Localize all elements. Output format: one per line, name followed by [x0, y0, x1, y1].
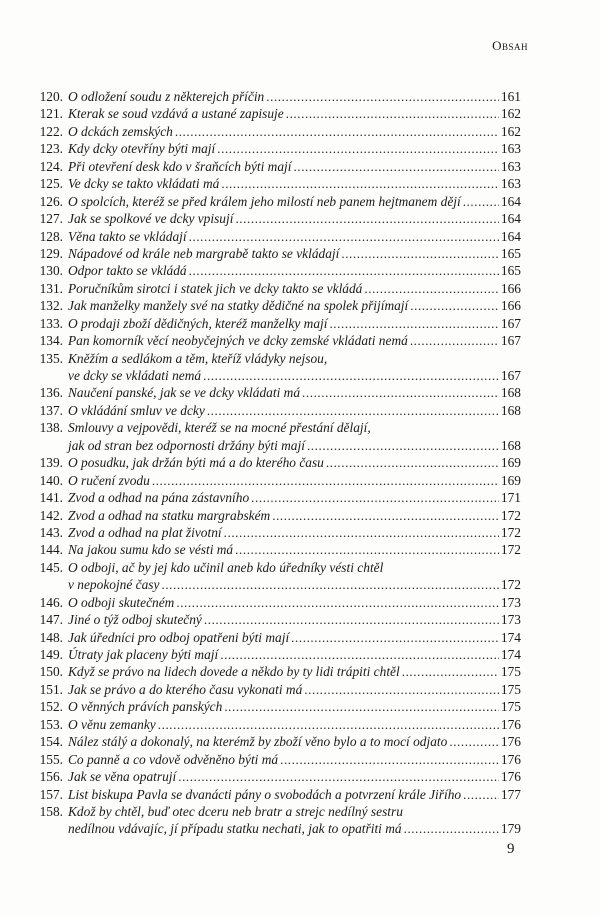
entry-page: 175 — [500, 681, 521, 697]
entry-number: 123. — [39, 141, 63, 157]
toc-entry — [20, 559, 521, 594]
entry-page: 172 — [500, 577, 521, 593]
entry-page: 176 — [500, 734, 521, 750]
entry-title: O dckách zemských — [68, 123, 173, 139]
entry-number: 147. — [39, 612, 63, 628]
entry-title: Odpor takto se vkládá — [68, 263, 187, 279]
dot-leader — [220, 646, 499, 663]
entry-number: 149. — [39, 647, 63, 662]
entry-page: 162 — [500, 106, 521, 122]
entry-number: 145. — [39, 559, 63, 575]
entry-title: Věna takto se vkládají — [68, 228, 187, 244]
dot-leader — [294, 158, 499, 175]
dot-leader — [286, 105, 499, 122]
toc-line — [20, 105, 521, 122]
dot-leader — [224, 524, 499, 541]
entry-title: Jak se věna opatrují — [68, 769, 177, 785]
entry-number: 137. — [39, 402, 63, 418]
entry-title: Zvod a odhad na plat životní — [68, 524, 222, 540]
dot-leader — [161, 576, 498, 593]
toc-entry — [20, 663, 521, 680]
running-header: Obsah — [492, 38, 528, 53]
entry-page: 169 — [500, 472, 521, 488]
entry-title: Když se právo na lidech dovede a někdo by ty lidi trápiti chtěl — [68, 664, 400, 680]
entry-page: 163 — [500, 176, 521, 192]
entry-title: nedílnou vdávajíc, jí případu statku nechati, jak to opatřiti má — [68, 821, 402, 837]
toc-line — [20, 629, 521, 646]
dot-leader — [175, 123, 499, 140]
toc-line — [20, 384, 521, 401]
entry-page: 175 — [500, 664, 521, 680]
entry-title: Zvod a odhad na pána zástavního — [68, 490, 250, 506]
toc-line — [20, 123, 521, 140]
dot-leader — [235, 210, 498, 227]
entry-title: Poručníkům sirotci i statek jich ve dcky takto se vkládá — [68, 280, 363, 296]
entry-number: 156. — [39, 769, 63, 785]
entry-page: 162 — [500, 123, 521, 139]
toc-line — [20, 88, 521, 105]
dot-leader — [189, 228, 499, 245]
entry-page: 168 — [500, 437, 521, 453]
entry-title: jak od stran bez odpornosti držány býti mají — [68, 437, 305, 453]
toc-line — [20, 350, 521, 367]
dot-leader — [204, 611, 499, 628]
dot-leader — [410, 297, 499, 314]
toc-entry — [20, 210, 521, 227]
entry-number: 124. — [39, 158, 63, 174]
entry-title: Kdož by chtěl, buď otec dceru neb bratr a strejc nedílný sestru — [68, 803, 403, 819]
toc-entry — [20, 262, 521, 279]
entry-title: O prodaji zboží dědičných, kteréž manželky mají — [68, 315, 328, 331]
entry-page: 161 — [500, 89, 521, 104]
toc-line — [20, 820, 521, 837]
toc-line — [20, 576, 521, 593]
dot-leader — [404, 820, 499, 837]
entry-page: 174 — [500, 629, 521, 645]
toc-entry — [20, 472, 521, 489]
entry-number: 133. — [39, 315, 63, 331]
toc-line — [20, 262, 521, 279]
entry-page: 165 — [500, 245, 521, 261]
entry-title: Kterak se soud vzdává a ustané zapisuje — [68, 106, 284, 122]
toc-entry — [20, 751, 521, 768]
dot-leader — [304, 681, 499, 698]
entry-title: Jak manželky manžely své na statky dědičné na spolek přijímají — [68, 298, 409, 314]
page-number: 9 — [507, 841, 515, 857]
toc-entry — [20, 698, 521, 715]
toc-entry — [20, 454, 521, 471]
toc-entry — [20, 611, 521, 628]
entry-number: 130. — [39, 263, 63, 279]
entry-number: 151. — [39, 681, 63, 697]
dot-leader — [307, 437, 499, 454]
dot-leader — [266, 88, 499, 105]
entry-page: 163 — [500, 158, 521, 174]
entry-page: 167 — [500, 368, 521, 383]
toc-line — [20, 786, 521, 803]
toc-line — [20, 611, 521, 628]
toc-line — [20, 489, 521, 506]
dot-leader — [364, 280, 499, 297]
entry-title: O odboji, ač by jej kdo učinil aneb kdo úředníky vésti chtěl — [68, 559, 384, 575]
entry-title: Smlouvy a vejpovědi, kteréž se na mocné přestání dělají, — [68, 420, 371, 436]
toc-entry — [20, 297, 521, 314]
entry-number: 127. — [39, 211, 63, 227]
toc-line — [20, 698, 521, 715]
dot-leader — [207, 402, 499, 419]
entry-number: 150. — [39, 664, 63, 680]
dot-leader — [291, 629, 499, 646]
entry-page: 172 — [500, 524, 521, 540]
entry-page: 177 — [500, 786, 521, 802]
entry-page: 173 — [500, 612, 521, 628]
entry-title: O věnu zemanky — [68, 716, 156, 732]
toc-entry — [20, 158, 521, 175]
entry-title: O posudku, jak držán býti má a do kterého času — [68, 455, 324, 471]
toc-line — [20, 280, 521, 297]
dot-leader — [176, 594, 499, 611]
entry-title: O ručení zvodu — [68, 472, 150, 488]
toc-entry — [20, 507, 521, 524]
dot-leader — [463, 786, 499, 803]
entry-page: 166 — [500, 280, 521, 296]
entry-number: 152. — [39, 699, 63, 715]
entry-page: 176 — [500, 751, 521, 767]
entry-title: Naučení panské, jak se ve dcky vkládati má — [68, 385, 301, 401]
entry-title: Pan komorník věcí neobyčejných ve dcky zemské vkládati nemá — [68, 333, 408, 349]
toc-entry — [20, 88, 521, 105]
toc-line — [20, 437, 521, 454]
toc-line — [20, 332, 521, 349]
toc-entry — [20, 332, 521, 349]
toc-entry — [20, 768, 521, 785]
toc-line — [20, 454, 521, 471]
entry-number: 139. — [39, 455, 63, 471]
dot-leader — [329, 315, 498, 332]
entry-title: Nález stálý a dokonalý, na kterémž by zboží věno bylo a to mocí odjato — [68, 734, 448, 750]
entry-number: 126. — [39, 193, 63, 209]
entry-number: 157. — [39, 786, 63, 802]
dot-leader — [189, 262, 499, 279]
entry-page: 168 — [500, 402, 521, 418]
toc-line — [20, 367, 521, 384]
entry-title: Co panně a co vdově odvěněno býti má — [68, 751, 279, 767]
toc-line — [20, 681, 521, 698]
toc-entry — [20, 140, 521, 157]
entry-title: O odboji skutečném — [68, 594, 175, 610]
entry-number: 136. — [39, 385, 63, 401]
toc-entry — [20, 489, 521, 506]
toc-line — [20, 193, 521, 210]
toc-line — [20, 297, 521, 314]
dot-leader — [341, 245, 499, 262]
entry-number: 155. — [39, 751, 63, 767]
entry-number: 138. — [39, 420, 63, 436]
entry-title: O věnných právích panských — [68, 699, 223, 715]
toc-entry — [20, 105, 521, 122]
toc-entry — [20, 228, 521, 245]
entry-page: 167 — [500, 315, 521, 331]
toc-line — [20, 541, 521, 558]
entry-title: Jak se spolkové ve dcky vpisují — [68, 211, 234, 227]
toc-entry — [20, 629, 521, 646]
toc-entry — [20, 681, 521, 698]
dot-leader — [326, 454, 499, 471]
entry-page: 163 — [500, 141, 521, 157]
toc-line — [20, 175, 521, 192]
toc-entry — [20, 280, 521, 297]
dot-leader — [449, 733, 499, 750]
entry-page: 174 — [500, 647, 521, 662]
toc-line — [20, 507, 521, 524]
toc-line — [20, 716, 521, 733]
toc-line — [20, 803, 521, 820]
entry-title: O spolcích, kteréž se před králem jeho milostí neb panem hejtmanem dějí — [68, 193, 461, 209]
toc-entry — [20, 384, 521, 401]
entry-number: 134. — [39, 333, 63, 349]
dot-leader — [152, 472, 499, 489]
entry-title: Na jakou sumu kdo se vésti má — [68, 542, 234, 558]
entry-page: 171 — [500, 490, 521, 506]
dot-leader — [221, 175, 499, 192]
entry-page: 168 — [500, 385, 521, 401]
toc-entry — [20, 646, 521, 663]
toc-entry — [20, 419, 521, 454]
entry-title: Ve dcky se takto vkládati má — [68, 176, 220, 192]
toc-line — [20, 594, 521, 611]
toc-entry — [20, 175, 521, 192]
toc-line — [20, 419, 521, 436]
entry-title: Zvod a odhad na statku margrabském — [68, 507, 271, 523]
entry-number: 132. — [39, 298, 63, 314]
toc-line — [20, 733, 521, 750]
dot-leader — [178, 768, 499, 785]
entry-number: 142. — [39, 507, 63, 523]
dot-leader — [217, 140, 499, 157]
dot-leader — [224, 698, 499, 715]
entry-number: 129. — [39, 245, 63, 261]
entry-title: Jak se právo a do kterého času vykonati má — [68, 681, 303, 697]
entry-page: 165 — [500, 263, 521, 279]
entry-page: 167 — [500, 333, 521, 349]
toc-line — [20, 751, 521, 768]
dot-leader — [203, 367, 499, 384]
toc-entry — [20, 524, 521, 541]
entry-number: 153. — [39, 716, 63, 732]
entry-number: 144. — [39, 542, 63, 558]
toc-entry — [20, 350, 521, 385]
entry-page: 172 — [500, 507, 521, 523]
entry-number: 122. — [39, 123, 63, 139]
dot-leader — [410, 332, 499, 349]
dot-leader — [158, 716, 499, 733]
entry-number: 143. — [39, 524, 63, 540]
entry-number: 141. — [39, 490, 63, 506]
entry-title: v nepokojné časy — [68, 577, 160, 593]
entry-page: 172 — [500, 542, 521, 558]
toc-entry — [20, 193, 521, 210]
toc-line — [20, 228, 521, 245]
entry-page: 166 — [500, 298, 521, 314]
entry-page: 169 — [500, 455, 521, 471]
dot-leader — [280, 751, 499, 768]
entry-title: Kněžím a sedlákom a těm, kteříž vládyky nejsou, — [68, 350, 328, 366]
dot-leader — [463, 193, 499, 210]
toc-line — [20, 158, 521, 175]
entry-number: 121. — [39, 106, 63, 122]
entry-title: List biskupa Pavla se dvanácti pány o svobodách a potvrzení krále Jiřího — [68, 786, 462, 802]
entry-number: 135. — [39, 350, 63, 366]
toc-entry — [20, 315, 521, 332]
toc-line — [20, 210, 521, 227]
toc-line — [20, 768, 521, 785]
entry-page: 164 — [500, 193, 521, 209]
dot-leader — [251, 489, 499, 506]
entry-page: 175 — [500, 699, 521, 715]
entry-number: 146. — [39, 594, 63, 610]
entry-number: 154. — [39, 734, 63, 750]
toc-entry — [20, 594, 521, 611]
entry-page: 173 — [500, 594, 521, 610]
entry-number: 148. — [39, 629, 63, 645]
toc-line — [20, 559, 521, 576]
entry-page: 164 — [500, 211, 521, 227]
entry-page: 176 — [500, 716, 521, 732]
toc-line — [20, 315, 521, 332]
toc-entry — [20, 123, 521, 140]
toc-entry — [20, 541, 521, 558]
entry-title: Nápadové od krále neb margrabě takto se vkládají — [68, 245, 340, 261]
entry-page: 179 — [500, 821, 521, 837]
toc-entry — [20, 402, 521, 419]
entry-title: O vkládání smluv ve dcky — [68, 402, 205, 418]
toc-entry — [20, 716, 521, 733]
entry-number: 140. — [39, 472, 63, 488]
dot-leader — [272, 507, 499, 524]
dot-leader — [302, 384, 499, 401]
entry-title: ve dcky se vkládati nemá — [68, 368, 202, 383]
toc-entry — [20, 803, 521, 838]
table-of-contents — [20, 88, 521, 838]
toc-line — [20, 402, 521, 419]
toc-entry — [20, 786, 521, 803]
dot-leader — [235, 541, 499, 558]
entry-title: Při otevření desk kdo v šraňcích býti mají — [68, 158, 292, 174]
entry-number: 128. — [39, 228, 63, 244]
entry-title: Jiné o týž odboj skutečný — [68, 612, 202, 628]
entry-title: O odložení soudu z některejch příčin — [68, 89, 265, 104]
toc-line — [20, 524, 521, 541]
toc-entry — [20, 245, 521, 262]
entry-title: Kdy dcky otevříny býti mají — [68, 141, 216, 157]
entry-page: 176 — [500, 769, 521, 785]
entry-title: Jak úředníci pro odboj opatřeni býti mají — [68, 629, 290, 645]
entry-number: 158. — [39, 803, 63, 819]
entry-number: 120. — [39, 89, 63, 104]
toc-line — [20, 245, 521, 262]
entry-title: Útraty jak placeny býti mají — [68, 647, 219, 662]
dot-leader — [402, 663, 499, 680]
entry-number: 131. — [39, 280, 63, 296]
toc-line — [20, 140, 521, 157]
toc-line — [20, 663, 521, 680]
toc-entry — [20, 733, 521, 750]
entry-number: 125. — [39, 176, 63, 192]
toc-line — [20, 472, 521, 489]
toc-line — [20, 646, 521, 663]
entry-page: 164 — [500, 228, 521, 244]
